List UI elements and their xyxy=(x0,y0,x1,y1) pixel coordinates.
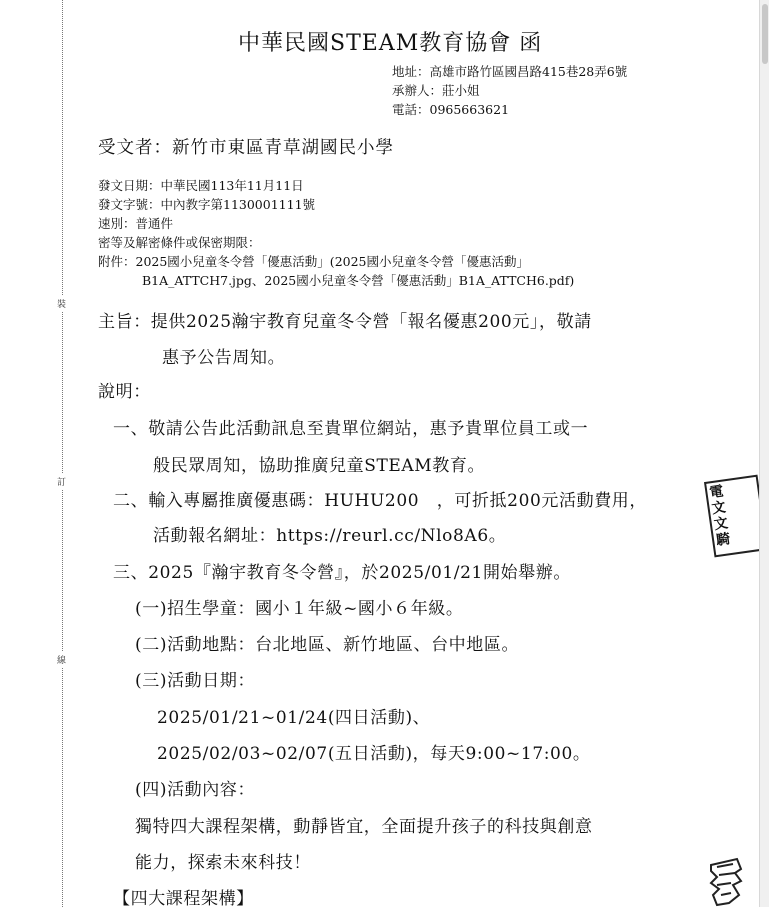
sub-item-locations: (二)活動地點：台北地區、新竹地區、台中地區。 xyxy=(135,635,520,655)
issue-date: 發文日期：中華民國113年11月11日 xyxy=(98,178,304,193)
item-three: 三、2025『瀚宇教育冬令營』，於2025/01/21開始舉辦。 xyxy=(113,563,571,583)
confidentiality: 密等及解密條件或保密期限： xyxy=(98,235,261,250)
attachment-line-2: B1A_ATTCH7.jpg、2025國小兒童冬令營「優惠活動」B1A_ATTCH6.pdf) xyxy=(142,273,575,288)
sender-address: 地址：高雄市路竹區國昌路415巷28弄6號 xyxy=(392,64,628,79)
corner-seal-icon xyxy=(707,855,745,907)
date-range-1: 2025/01/21~01/24(四日活動)、 xyxy=(157,708,431,728)
subject-line-2: 惠予公告周知。 xyxy=(162,348,286,368)
sub-item-dates-label: (三)活動日期： xyxy=(135,671,256,691)
explanation-label: 說明： xyxy=(98,382,151,402)
vertical-scrollbar[interactable] xyxy=(759,0,769,907)
document-title: 中華民國STEAM教育協會 函 xyxy=(238,31,543,56)
issue-number: 發文字號：中內教字第1130001111號 xyxy=(98,197,316,212)
seal-stamp: 電 文 文 騎 xyxy=(704,475,768,558)
item-one-line-1: 一、敬請公告此活動訊息至貴單位網站，惠予貴單位員工或一 xyxy=(113,419,589,439)
sub-item-content-label: (四)活動內容： xyxy=(135,780,256,800)
binding-mark-xian: 線 xyxy=(57,652,66,667)
date-range-2: 2025/02/03~02/07(五日活動)，每天9:00~17:00。 xyxy=(157,744,591,764)
item-two-line-1: 二、輸入專屬推廣優惠碼：HUHU200 ，可折抵200元活動費用， xyxy=(113,491,647,511)
section-heading: 【四大課程架構】 xyxy=(113,889,254,909)
item-two-line-2: 活動報名網址：https://reurl.cc/Nlo8A6。 xyxy=(153,526,507,546)
sender-phone: 電話：0965663621 xyxy=(392,102,510,117)
binding-mark-zhuang: 裝 xyxy=(57,296,66,311)
speed-class: 速別：普通件 xyxy=(98,216,174,231)
sub-item-students: (一)招生學童：國小１年級~國小６年級。 xyxy=(135,599,464,619)
scrollbar-thumb[interactable] xyxy=(762,4,768,64)
content-line-1: 獨特四大課程架構，動靜皆宜，全面提升孩子的科技與創意 xyxy=(135,817,593,837)
subject-line-1: 主旨：提供2025瀚宇教育兒童冬令營「報名優惠200元」，敬請 xyxy=(98,312,592,332)
attachment-line-1: 附件：2025國小兒童冬令營「優惠活動」(2025國小兒童冬令營「優惠活動」 xyxy=(98,254,530,269)
content-line-2: 能力，探索未來科技！ xyxy=(135,853,311,873)
recipient: 受文者：新竹市東區青草湖國民小學 xyxy=(98,138,394,158)
binding-line xyxy=(62,0,63,907)
binding-mark-ding: 訂 xyxy=(57,474,66,489)
sender-contact: 承辦人：莊小姐 xyxy=(392,83,480,98)
item-one-line-2: 般民眾周知，協助推廣兒童STEAM教育。 xyxy=(153,456,486,476)
